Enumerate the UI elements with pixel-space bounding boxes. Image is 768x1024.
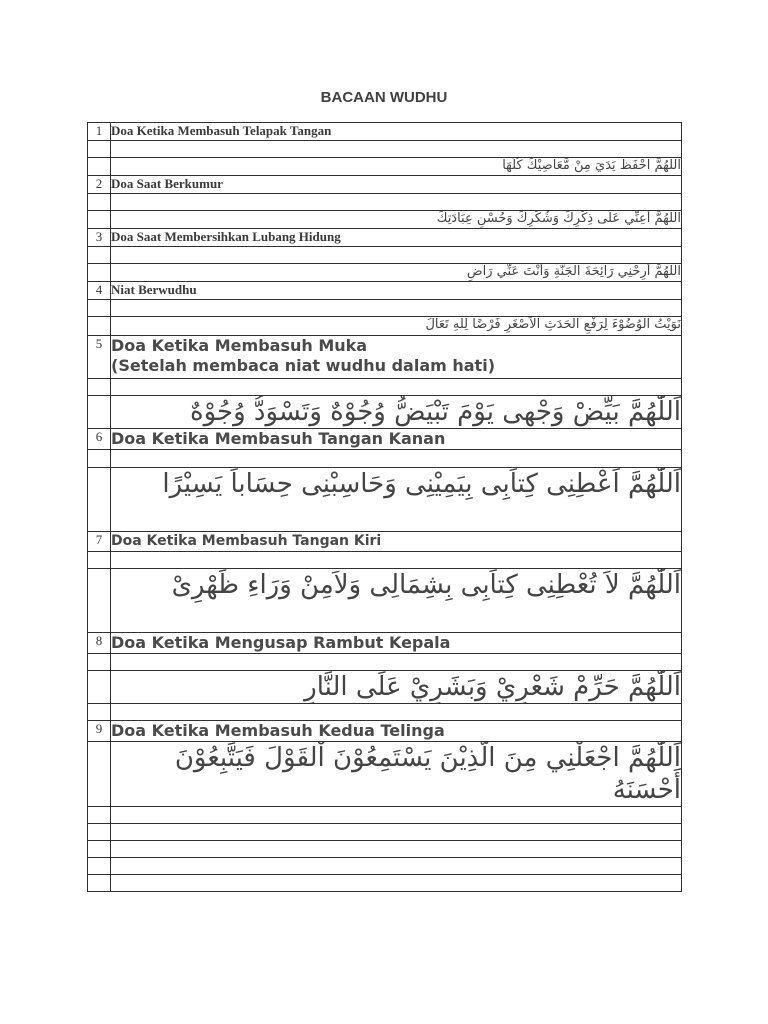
table-row: [88, 742, 682, 807]
doa-heading-title: Doa Ketika Membasuh Muka: [111, 336, 368, 355]
doa-heading-note: (Setelah membaca niat wudhu dalam hati): [111, 356, 495, 375]
table-row: [88, 671, 682, 704]
table-row: [88, 429, 682, 450]
table-row: [88, 229, 682, 247]
doa-arabic-text: نَوَيْتُ الْوُضُوْءَ لِرَفْعِ الْحَدَثِ اْلاَصْغَرِ فَرْضًا لِلّٰهِ تَعَالَ: [111, 317, 682, 336]
table-row: [88, 841, 682, 858]
table-row: [88, 158, 682, 176]
table-row: [88, 141, 682, 158]
table-row: [88, 807, 682, 824]
doa-arabic-text: اَللّٰهُمَّ بَيِّضْ وَجْهِى يَوْمَ تَبْيَضُّ وُجُوْهٌ وَتَسْوَدُّ وُجُوْهٌ: [111, 396, 682, 429]
table-row: [88, 704, 682, 721]
doa-arabic-text: اَللّٰهُمَّ اَعْطِنِى كِتاَبِى بِيَمِيْنِى وَحَاسِبْنِى حِسَاباً يَسِيْرًا: [111, 468, 682, 532]
table-row: [88, 336, 682, 379]
row-number: 3: [88, 229, 111, 247]
table-row: [88, 194, 682, 211]
row-number: 1: [88, 123, 111, 141]
doa-table: [87, 122, 682, 892]
table-row: [88, 247, 682, 264]
doa-heading: Doa Ketika Mengusap Rambut Kepala: [111, 633, 682, 654]
doa-heading: Doa Saat Berkumur: [111, 176, 682, 194]
doa-arabic-text: اَللّٰهُمَّ حَرِّمْ شَعْرِيْ وَبَشَرِيْ عَلَى النَّارِ: [111, 671, 682, 704]
table-row: [88, 569, 682, 633]
table-row: [88, 552, 682, 569]
table-row: [88, 300, 682, 317]
doa-arabic-text: اللَّهُمَّ أَعِنِّي عَلَى ذِكْرِكَ وَشُكْرِكَ وَحُسْنِ عِبَادَتِكَ: [111, 211, 682, 229]
table-row: [88, 123, 682, 141]
table-row: [88, 396, 682, 429]
doa-heading: Doa Ketika Membasuh Telapak Tangan: [111, 123, 682, 141]
table-row: [88, 532, 682, 552]
table-row: [88, 450, 682, 468]
table-row: [88, 858, 682, 875]
table-row: [88, 824, 682, 841]
doa-arabic-text: اَللّٰهُمَّ لاَ تُعْطِنِى كِتاَبِى بِشِمَالِى وَلاَمِنْ وَرَاءِ ظَهْرِىْ: [111, 569, 682, 633]
table-row: [88, 875, 682, 892]
table-row: [88, 176, 682, 194]
table-row: [88, 379, 682, 396]
table-row: [88, 317, 682, 336]
table-row: [88, 211, 682, 229]
doa-heading: Doa Ketika Membasuh Kedua Telinga: [111, 721, 682, 742]
row-number: 4: [88, 282, 111, 300]
row-number: 2: [88, 176, 111, 194]
doa-heading: Doa Ketika Membasuh Tangan Kanan: [111, 429, 682, 450]
doa-arabic-text: اللَّهُمَّ أَرِحْنِي رَائِحَةَ الْجَنَّةِ وَأَنْتَ عَنِّي رَاضٍ: [111, 264, 682, 282]
doa-arabic-text: اللَّهُمَّ احْفَظْ يَدَيَ مِنْ مَّعَاصِيْكَ كُلِّهَا: [111, 158, 682, 176]
table-row: [88, 282, 682, 300]
table-row: [88, 468, 682, 532]
table-row: [88, 654, 682, 671]
doa-heading: Doa Ketika Membasuh Tangan Kiri: [111, 532, 682, 552]
row-number: 8: [88, 633, 111, 654]
row-number: 9: [88, 721, 111, 742]
row-number: 5: [88, 336, 111, 379]
doa-heading: Niat Berwudhu: [111, 282, 682, 300]
document-title: BACAAN WUDHU: [320, 89, 448, 106]
table-row: [88, 264, 682, 282]
table-row: [88, 633, 682, 654]
doa-heading: Doa Saat Membersihkan Lubang Hidung: [111, 229, 682, 247]
row-number: 6: [88, 429, 111, 450]
table-row: [88, 721, 682, 742]
doa-arabic-text: اَللّٰهُمَّ اجْعَلْنِي مِنَ الَّذِيْنَ يَسْتَمِعُوْنَ اْلقَوْلَ فَيَتَّبِعُوْنَ أَحْسَنَهُ: [111, 742, 682, 807]
row-number: 7: [88, 532, 111, 552]
doa-heading: [111, 336, 682, 379]
